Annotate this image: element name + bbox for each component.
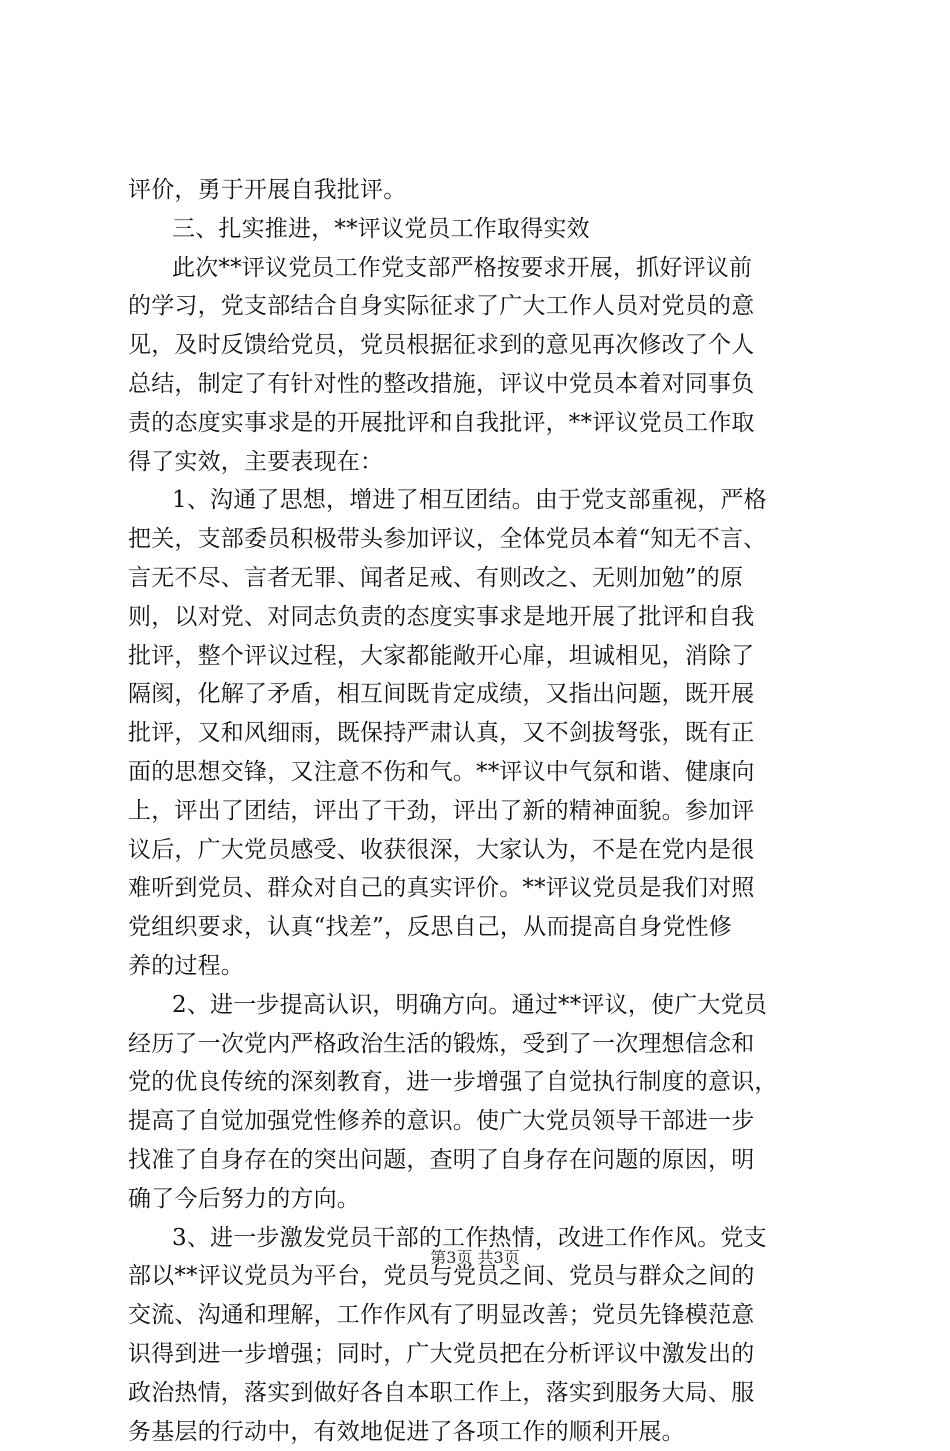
text-line: 责的态度实事求是的开展批评和自我批评，**评议党员工作取 (128, 404, 828, 443)
text-line: 识得到进一步增强；同时，广大党员把在分析评议中激发出的 (128, 1335, 828, 1374)
text-line: 上，评出了团结，评出了干劲，评出了新的精神面貌。参加评 (128, 792, 828, 831)
text-line: 3、进一步激发党员干部的工作热情，改进工作作风。党支 (128, 1219, 828, 1258)
text-line: 党的优良传统的深刻教育，进一步增强了自觉执行制度的意识， (128, 1063, 828, 1102)
text-line: 面的思想交锋，又注意不伤和气。**评议中气氛和谐、健康向 (128, 753, 828, 792)
text-line: 则，以对党、对同志负责的态度实事求是地开展了批评和自我 (128, 598, 828, 637)
text-line: 三、扎实推进，**评议党员工作取得实效 (128, 210, 828, 249)
text-line: 隔阂，化解了矛盾，相互间既肯定成绩，又指出问题，既开展 (128, 675, 828, 714)
page-footer: 第3页 共3页 (0, 1245, 950, 1268)
text-line: 见，及时反馈给党员，党员根据征求到的意见再次修改了个人 (128, 326, 828, 365)
text-line: 2、进一步提高认识，明确方向。通过**评议，使广大党员 (128, 986, 828, 1025)
text-line: 1、沟通了思想，增进了相互团结。由于党支部重视，严格 (128, 481, 828, 520)
text-line: 言无不尽、言者无罪、闻者足戒、有则改之、无则加勉”的原 (128, 559, 828, 598)
text-line: 部以**评议党员为平台，党员与党员之间、党员与群众之间的 (128, 1257, 828, 1296)
text-line: 议后，广大党员感受、收获很深，大家认为，不是在党内是很 (128, 831, 828, 870)
text-line: 此次**评议党员工作党支部严格按要求开展，抓好评议前 (128, 249, 828, 288)
text-line: 评价，勇于开展自我批评。 (128, 171, 828, 210)
text-line: 批评，整个评议过程，大家都能敞开心扉，坦诚相见，消除了 (128, 637, 828, 676)
text-line: 总结，制定了有针对性的整改措施，评议中党员本着对同事负 (128, 365, 828, 404)
text-line: 务基层的行动中，有效地促进了各项工作的顺利开展。 (128, 1413, 828, 1451)
text-line: 得了实效，主要表现在： (128, 443, 828, 482)
text-line: 找准了自身存在的突出问题，查明了自身存在问题的原因，明 (128, 1141, 828, 1180)
text-line: 党组织要求，认真“找差”，反思自己，从而提高自身党性修 (128, 908, 828, 947)
text-line: 批评，又和风细雨，既保持严肃认真，又不剑拔弩张，既有正 (128, 714, 828, 753)
text-line: 交流、沟通和理解，工作作风有了明显改善；党员先锋模范意 (128, 1296, 828, 1335)
text-line: 养的过程。 (128, 947, 828, 986)
text-line: 把关，支部委员积极带头参加评议，全体党员本着“知无不言、 (128, 520, 828, 559)
text-line: 难听到党员、群众对自己的真实评价。**评议党员是我们对照 (128, 869, 828, 908)
text-line: 确了今后努力的方向。 (128, 1180, 828, 1219)
text-line: 提高了自觉加强党性修养的意识。使广大党员领导干部进一步 (128, 1102, 828, 1141)
text-line: 经历了一次党内严格政治生活的锻炼，受到了一次理想信念和 (128, 1025, 828, 1064)
text-line: 的学习，党支部结合自身实际征求了广大工作人员对党员的意 (128, 287, 828, 326)
text-line: 政治热情，落实到做好各自本职工作上，落实到服务大局、服 (128, 1374, 828, 1413)
